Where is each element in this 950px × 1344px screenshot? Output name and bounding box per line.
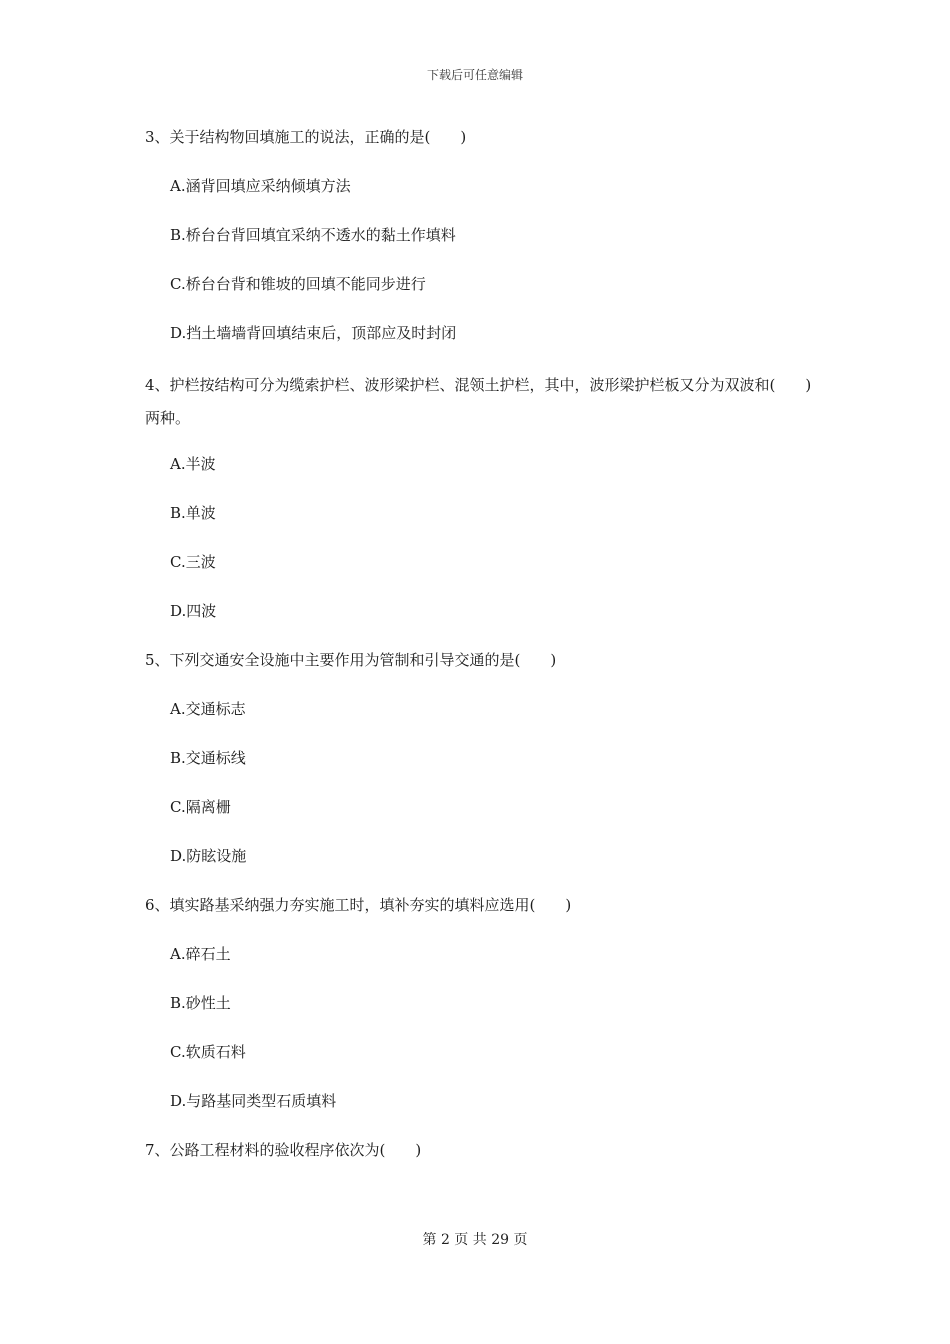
- question-stem: 7、公路工程材料的验收程序依次为( ): [145, 1141, 422, 1159]
- option-c: C.桥台台背和锥坡的回填不能同步进行: [170, 275, 426, 293]
- question-stem: 4、护栏按结构可分为缆索护栏、波形梁护栏、混领土护栏，其中，波形梁护栏板又分为双波和( )两种。: [145, 376, 812, 427]
- page-header: 下载后可任意编辑: [426, 68, 523, 82]
- option-d: D.防眩设施: [170, 847, 247, 865]
- question-stem: 5、下列交通安全设施中主要作用为管制和引导交通的是( ): [145, 651, 557, 669]
- option-d: D.与路基同类型石质填料: [170, 1092, 337, 1110]
- question-stem: 6、填实路基采纳强力夯实施工时，填补夯实的填料应选用( ): [145, 896, 572, 914]
- question-list: [145, 124, 815, 1186]
- option-c: C.三波: [170, 553, 216, 571]
- option-b: B.桥台台背回填宜采纳不透水的黏土作填料: [170, 226, 456, 244]
- option-a: A.碎石土: [170, 945, 231, 963]
- option-b: B.砂性土: [170, 994, 231, 1012]
- question-5: [145, 647, 815, 869]
- option-a: A.半波: [170, 455, 216, 473]
- question-stem: 3、关于结构物回填施工的说法，正确的是( ): [145, 128, 467, 146]
- option-c: C.隔离栅: [170, 798, 231, 816]
- option-b: B.交通标线: [170, 749, 246, 767]
- option-b: B.单波: [170, 504, 216, 522]
- option-a: A.涵背回填应采纳倾填方法: [170, 177, 351, 195]
- option-a: A.交通标志: [170, 700, 246, 718]
- option-d: D.四波: [170, 602, 217, 620]
- question-3: [145, 124, 815, 346]
- question-6: [145, 892, 815, 1114]
- option-d: D.挡土墙墙背回填结束后，顶部应及时封闭: [170, 324, 457, 342]
- question-4: [145, 369, 815, 624]
- option-c: C.软质石料: [170, 1043, 246, 1061]
- question-7: [145, 1137, 815, 1163]
- page-footer: 第 2 页 共 29 页: [422, 1232, 528, 1248]
